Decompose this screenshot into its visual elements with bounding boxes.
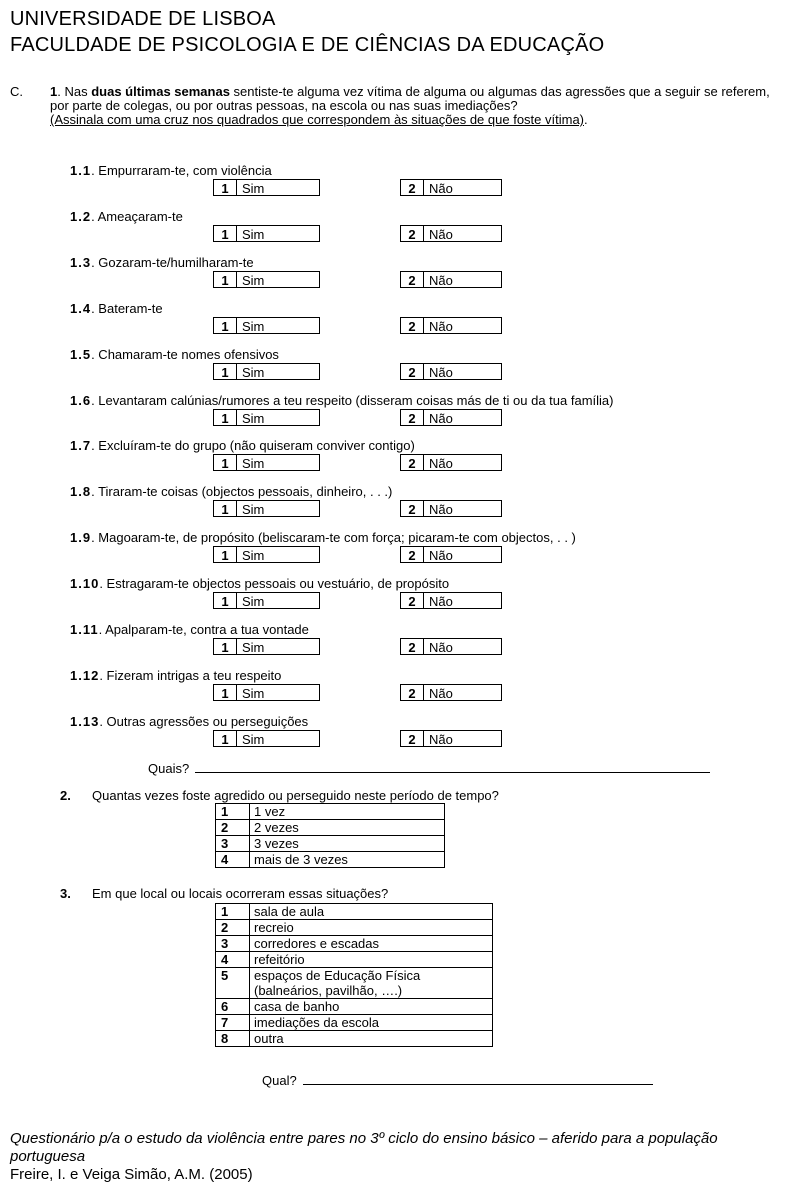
option-cell [250, 952, 493, 968]
option-label-detail: (balneários, pavilhão, ….) [254, 983, 403, 998]
item-number: 1.11 [70, 622, 99, 637]
item-label [70, 439, 415, 453]
option-number: 1 [214, 547, 237, 562]
option-cell [250, 836, 445, 852]
option-label: Não [429, 319, 453, 334]
item-text: . Fizeram intrigas a teu respeito [99, 668, 282, 683]
option-label: Não [429, 273, 453, 288]
option-label: 3 vezes [254, 836, 299, 851]
item-number: 1.9 [70, 530, 92, 545]
option-label: Sim [242, 319, 265, 334]
item-text: . Levantaram calúnias/rumores a teu respeito (disseram coisas más de ti ou da tua família) [91, 393, 614, 408]
option-label: Não [429, 502, 453, 517]
option-label: recreio [254, 920, 294, 935]
nao-checkbox[interactable] [400, 592, 502, 609]
option-number: 2 [401, 364, 424, 379]
option-number: 1 [214, 639, 237, 654]
item-number: 1.13 [70, 714, 100, 729]
option-number: 2 [401, 226, 424, 241]
option-label: Sim [242, 502, 265, 517]
nao-checkbox[interactable] [400, 500, 502, 517]
option-cell [250, 904, 493, 920]
question-3-options [215, 903, 493, 1047]
option-label: Não [429, 411, 453, 426]
sim-checkbox[interactable] [213, 500, 320, 517]
item-number: 1.6 [70, 393, 92, 408]
nao-checkbox[interactable] [400, 454, 502, 471]
sim-checkbox[interactable] [213, 546, 320, 563]
option-label: Não [429, 732, 453, 747]
question-1-text [50, 85, 790, 127]
option-number: 1 [214, 731, 237, 746]
item-label [70, 394, 613, 408]
option-label: espaços de Educação Física [254, 968, 421, 983]
option-number: 1 [214, 685, 237, 700]
option-label: Sim [242, 181, 265, 196]
option-row[interactable] [216, 852, 445, 868]
nao-checkbox[interactable] [400, 317, 502, 334]
option-label: Não [429, 640, 453, 655]
sim-checkbox[interactable] [213, 225, 320, 242]
intro-text-b: sentiste-te alguma vez vítima de alguma ou algumas das agressões que a seguir se referem, por parte de colegas, ou por outras pessoas, na escola ou nas suas imediações? [50, 84, 770, 113]
question-2-options [215, 803, 445, 868]
option-label: Não [429, 456, 453, 471]
item-number: 1.3 [70, 255, 92, 270]
item-label [70, 302, 163, 316]
option-cell [250, 1015, 493, 1031]
item-text: . Tiraram-te coisas (objectos pessoais, dinheiro, . . .) [91, 484, 393, 499]
option-label: sala de aula [254, 904, 325, 919]
item-text: . Chamaram-te nomes ofensivos [91, 347, 279, 362]
option-number: 1 [214, 410, 237, 425]
instruction-end: . [584, 112, 588, 127]
option-label: Não [429, 548, 453, 563]
option-label: casa de banho [254, 999, 340, 1014]
option-cell [250, 968, 493, 999]
question-3 [60, 886, 388, 901]
sim-checkbox[interactable] [213, 454, 320, 471]
nao-checkbox[interactable] [400, 363, 502, 380]
nao-checkbox[interactable] [400, 546, 502, 563]
qual-line[interactable] [303, 1072, 653, 1085]
item-text: . Ameaçaram-te [91, 209, 183, 224]
option-number: 1 [214, 272, 237, 287]
option-number: 2 [401, 685, 424, 700]
option-row[interactable] [216, 804, 445, 820]
option-label: Sim [242, 640, 265, 655]
nao-checkbox[interactable] [400, 225, 502, 242]
option-cell [250, 1031, 493, 1047]
option-number: 2 [216, 820, 250, 836]
item-number: 1.2 [70, 209, 92, 224]
option-cell [250, 820, 445, 836]
question-2-text: Quantas vezes foste agredido ou perseguido neste período de tempo? [92, 788, 499, 803]
option-label: Sim [242, 548, 265, 563]
item-number: 1.8 [70, 484, 92, 499]
option-label: Não [429, 227, 453, 242]
option-number: 2 [401, 272, 424, 287]
option-number: 5 [216, 968, 250, 999]
option-label: corredores e escadas [254, 936, 380, 951]
option-row[interactable] [216, 1015, 493, 1031]
option-number: 2 [401, 410, 424, 425]
item-label [70, 485, 392, 499]
question-1-number: 1 [50, 84, 58, 99]
option-number: 2 [401, 318, 424, 333]
item-number: 1.1 [70, 163, 92, 178]
option-number: 1 [216, 904, 250, 920]
item-text: . Gozaram-te/humilharam-te [91, 255, 254, 270]
sim-checkbox[interactable] [213, 592, 320, 609]
option-row[interactable] [216, 968, 493, 999]
footer [10, 1130, 795, 1184]
question-2-number: 2. [60, 788, 71, 803]
option-number: 7 [216, 1015, 250, 1031]
nao-checkbox[interactable] [400, 638, 502, 655]
option-row[interactable] [216, 904, 493, 920]
option-cell [250, 920, 493, 936]
quais-line[interactable] [195, 760, 710, 773]
sim-checkbox[interactable] [213, 179, 320, 196]
option-label: Sim [242, 411, 265, 426]
option-label: Sim [242, 686, 265, 701]
item-label [70, 256, 254, 270]
option-label: Sim [242, 365, 265, 380]
quais-label: Quais? [148, 761, 190, 776]
option-number: 2 [401, 455, 424, 470]
option-number: 2 [401, 639, 424, 654]
option-cell [250, 999, 493, 1015]
university-title: UNIVERSIDADE DE LISBOA [10, 8, 276, 30]
item-text: . Empurraram-te, com violência [91, 163, 272, 178]
item-text: . Estragaram-te objectos pessoais ou vestuário, de propósito [99, 576, 450, 591]
option-label: Sim [242, 273, 265, 288]
option-cell [250, 852, 445, 868]
option-row[interactable] [216, 920, 493, 936]
option-row[interactable] [216, 936, 493, 952]
option-label: 2 vezes [254, 820, 299, 835]
sim-checkbox[interactable] [213, 271, 320, 288]
option-cell [250, 936, 493, 952]
option-label: mais de 3 vezes [254, 852, 348, 867]
item-label [70, 623, 309, 637]
sim-checkbox[interactable] [213, 317, 320, 334]
option-cell [250, 804, 445, 820]
option-number: 1 [214, 455, 237, 470]
option-number: 2 [401, 180, 424, 195]
item-label [70, 210, 183, 224]
sim-checkbox[interactable] [213, 684, 320, 701]
item-text: . Magoaram-te, de propósito (beliscaram-te com força; picaram-te com objectos, . . ) [91, 530, 576, 545]
item-label [70, 531, 576, 545]
question-3-number: 3. [60, 886, 71, 901]
quais-field[interactable] [148, 760, 710, 776]
option-number: 3 [216, 836, 250, 852]
nao-checkbox[interactable] [400, 409, 502, 426]
option-number: 1 [214, 318, 237, 333]
intro-emphasis: duas últimas semanas [91, 84, 230, 99]
option-label: Sim [242, 732, 265, 747]
item-text: . Bateram-te [91, 301, 163, 316]
option-label: 1 vez [254, 804, 286, 819]
section-label: C. [10, 84, 23, 99]
option-label: refeitório [254, 952, 305, 967]
qual-field[interactable] [262, 1072, 653, 1088]
option-row[interactable] [216, 952, 493, 968]
sim-checkbox[interactable] [213, 730, 320, 747]
option-number: 1 [216, 804, 250, 820]
intro-text-a: . Nas [57, 84, 92, 99]
nao-checkbox[interactable] [400, 179, 502, 196]
sim-checkbox[interactable] [213, 363, 320, 380]
sim-checkbox[interactable] [213, 638, 320, 655]
option-number: 2 [401, 731, 424, 746]
item-number: 1.7 [70, 438, 92, 453]
sim-checkbox[interactable] [213, 409, 320, 426]
option-number: 8 [216, 1031, 250, 1047]
option-number: 4 [216, 952, 250, 968]
question-3-text: Em que local ou locais ocorreram essas situações? [92, 886, 389, 901]
option-label: Sim [242, 456, 265, 471]
option-label: Não [429, 365, 453, 380]
item-label [70, 577, 449, 591]
option-label: imediações da escola [254, 1015, 380, 1030]
option-row[interactable] [216, 1031, 493, 1047]
option-number: 2 [401, 547, 424, 562]
nao-checkbox[interactable] [400, 684, 502, 701]
option-number: 1 [214, 180, 237, 195]
option-number: 3 [216, 936, 250, 952]
item-number: 1.10 [70, 576, 100, 591]
item-label [70, 715, 308, 729]
option-number: 4 [216, 852, 250, 868]
option-row[interactable] [216, 836, 445, 852]
option-number: 1 [214, 364, 237, 379]
option-number: 1 [214, 593, 237, 608]
faculty-title: FACULDADE DE PSICOLOGIA E DE CIÊNCIAS DA EDUCAÇÃO [10, 34, 605, 56]
option-row[interactable] [216, 999, 493, 1015]
nao-checkbox[interactable] [400, 730, 502, 747]
item-text: . Apalparam-te, contra a tua vontade [98, 622, 309, 637]
option-number: 1 [214, 501, 237, 516]
item-number: 1.4 [70, 301, 92, 316]
option-number: 2 [216, 920, 250, 936]
option-number: 6 [216, 999, 250, 1015]
footer-title: Questionário p/a o estudo da violência entre pares no 3º ciclo do ensino básico – aferido para a população portuguesa [10, 1130, 718, 1165]
option-label: Não [429, 686, 453, 701]
instruction-text: (Assinala com uma cruz nos quadrados que correspondem às situações de que foste vítima) [50, 112, 584, 127]
question-2 [60, 788, 499, 803]
option-label: Sim [242, 227, 265, 242]
item-number: 1.12 [70, 668, 100, 683]
option-label: Não [429, 594, 453, 609]
item-text: . Excluíram-te do grupo (não quiseram conviver contigo) [91, 438, 415, 453]
item-label [70, 348, 279, 362]
option-label: Sim [242, 594, 265, 609]
option-number: 2 [401, 501, 424, 516]
option-row[interactable] [216, 820, 445, 836]
nao-checkbox[interactable] [400, 271, 502, 288]
option-label: outra [254, 1031, 284, 1046]
option-label: Não [429, 181, 453, 196]
footer-citation: Freire, I. e Veiga Simão, A.M. (2005) [10, 1166, 253, 1183]
option-number: 1 [214, 226, 237, 241]
item-text: . Outras agressões ou perseguições [99, 714, 309, 729]
item-label [70, 164, 272, 178]
item-number: 1.5 [70, 347, 92, 362]
option-number: 2 [401, 593, 424, 608]
item-label [70, 669, 281, 683]
qual-label: Qual? [262, 1073, 297, 1088]
